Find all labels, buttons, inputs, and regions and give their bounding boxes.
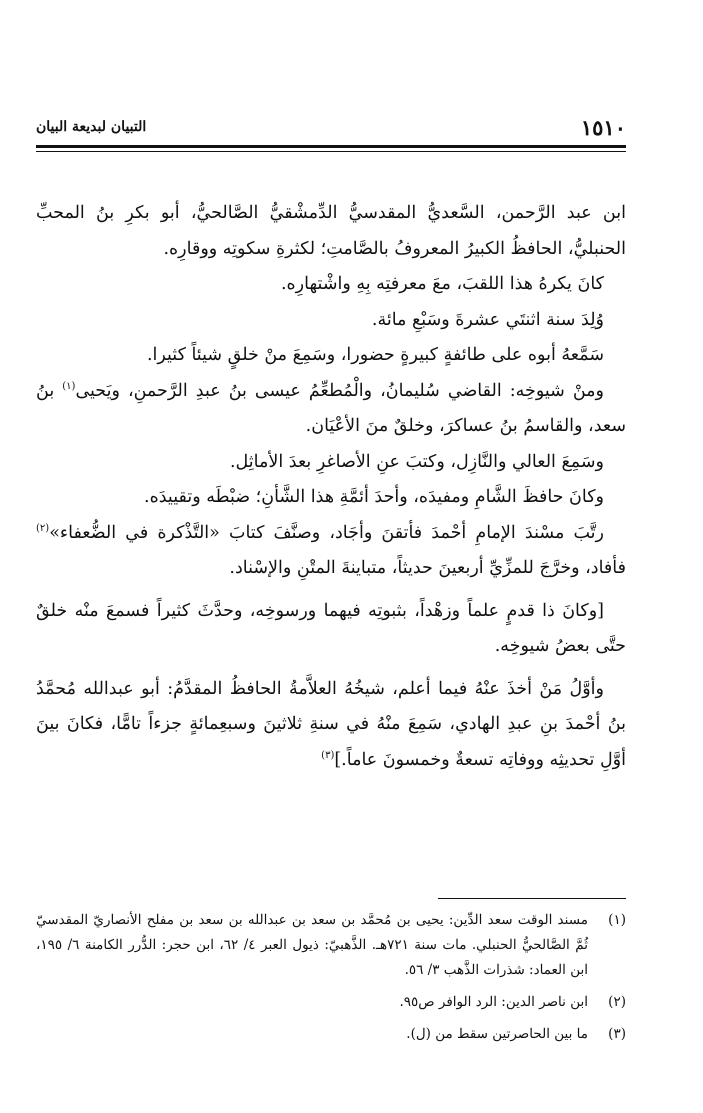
footnote-divider [438, 898, 626, 899]
header-rule-thick [36, 145, 626, 148]
footnote-number: (١) [608, 912, 626, 928]
paragraph: ابن عبد الرَّحمن، السَّعديُّ المقدسيُّ الدِّمشْقيُّ الصَّالحيُّ، أبو بكرِ بنُ المحبِّ الحنبليُّ، الحافظُ الكبيرُ المعروفُ بالصَّامتِ؛ لكثرةِ سكوتِه ووقارِه. [36, 203, 626, 259]
footnote-text: مسند الوقت سعد الدِّين: يحيى بن مُحمَّد بن سعد بن عبدالله بن سعد بن مفلح الأنصاريّ المقدسيّ ثُمَّ الصَّالحيُّ الحنبلي. مات سنة ٧٢١هـ. الذَّهبيّ: ذيول العبر ٤/ ٦٢، ابن حجر: الدُّرر الكامنة ٦/ ١٩٥، ابن العماد: شذرات الذَّهب ٣/ ٥٦. [36, 912, 588, 978]
page-header [36, 112, 626, 142]
footnote-text: ما بين الحاصرتين سقط من (ل). [406, 1026, 588, 1042]
footnote [36, 908, 626, 983]
paragraph: وسَمِعَ العالي والنَّازِل، وكتبَ عنِ الأصاغرِ بعدَ الأماثِل. [229, 451, 604, 472]
main-text [36, 196, 626, 778]
paragraph-text: ومنْ شيوخِه: القاضي سُليمانُ، والْمُطعِّمُ عيسى بنُ عبدِ الرَّحمنِ، ويَحيى [75, 380, 604, 401]
paragraph-text: فأفاد، وخرَّجَ للمزِّيِّ أربعينَ حديثاً، متباينةَ المتْنِ والإسْناد. [229, 558, 626, 578]
footnote-number: (٢) [608, 994, 626, 1010]
footnote [36, 1022, 626, 1047]
paragraph-text: رتَّبَ مسْندَ الإمامِ أحْمدَ فأتقنَ وأجَاد، وصنَّفَ كتابَ «التَّذْكرة في الضُّعفاء» [49, 522, 604, 543]
header-rule-thin [36, 151, 626, 152]
paragraph-text: بنُ سعد، والقاسمُ بنُ عساكرَ، وخلقٌ منَ الأعْيَان. [36, 380, 626, 436]
footnote-text: ابن ناصر الدين: الرد الوافر ص٩٥. [399, 994, 588, 1010]
footnote-number: (٣) [608, 1026, 626, 1042]
paragraph: [وكانَ ذا قدمٍ علماً وزهْداً، بثبوتِه فيهما ورسوخِه، وحدَّثَ كثيراً فسمعَ منْه خلقٌ حتَّى بعضُ شيوخِه. [36, 600, 626, 656]
paragraph-text: وأوَّلُ مَنْ أخذَ عنْهُ فيما أعلم، شيخُهُ العلاَّمةُ الحافظُ المقدَّمُ: أبو عبدالله مُحمَّدُ بنُ أحْمدَ بنِ عبدِ الهادي، سَمِعَ منْهُ في سنةِ ثلاثينَ وسبعِمائةٍ جزءاً تامًّا، فكانَ بينَ أوَّلِ تحديثِه ووفاتِه تسعةٌ وخمسونَ عاماً.] [36, 678, 626, 770]
footnotes [36, 908, 626, 1054]
paragraph [36, 516, 626, 587]
footnote-ref: (٢) [36, 522, 50, 534]
page-number: ١٥١٠ [580, 114, 626, 140]
running-title: التبيان لبديعة البيان [36, 119, 147, 135]
paragraph: سَمَّعهُ أبوه على طائفةٍ كبيرةٍ حضورا، وسَمِعَ منْ خلقٍ شيئاً كثيرا. [146, 345, 604, 365]
paragraph [36, 374, 626, 445]
paragraph [36, 672, 626, 779]
paragraph: وُلِدَ سنة اثنتَي عشرةَ وسَبْعِ مائة. [371, 309, 604, 330]
footnote [36, 990, 626, 1015]
footnote-ref: (١) [62, 380, 76, 392]
footnote-ref: (٣) [321, 749, 335, 761]
paragraph: كانَ يكرهُ هذا اللقبَ، معَ معرفتِه بِهِ واشْتهارِه. [280, 274, 604, 294]
paragraph: وكانَ حافظَ الشَّامِ ومفيدَه، وأحدَ أئمَّةِ هذا الشَّأنِ؛ ضبْطَه وتقييدَه. [144, 487, 604, 507]
